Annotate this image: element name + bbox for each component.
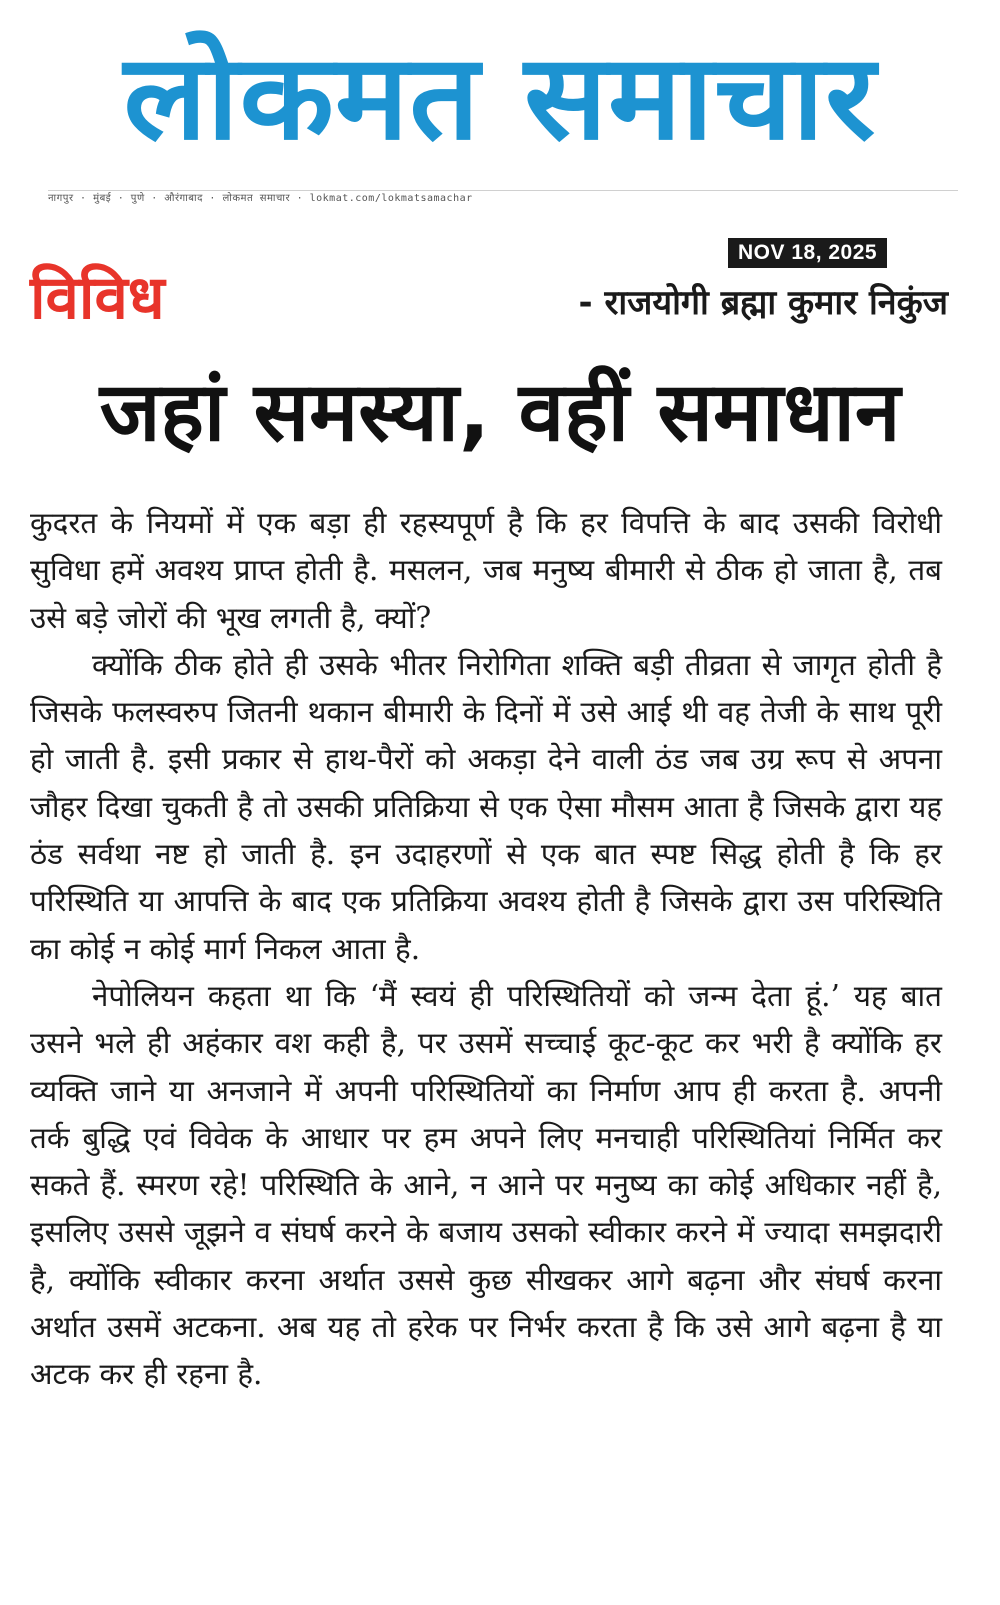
- masthead-info-strip: [48, 190, 958, 207]
- masthead: [0, 0, 1000, 185]
- article-headline: जहां समस्या, वहीं समाधान: [99, 365, 901, 460]
- author-byline: - राजयोगी ब्रह्मा कुमार निकुंज: [578, 283, 948, 323]
- masthead-strip-text: नागपुर · मुंबई · पुणे · औरंगाबाद · लोकमत समाचार · lokmat.com/lokmatsamachar: [48, 193, 473, 204]
- article-body: [30, 500, 942, 1399]
- date-badge: NOV 18, 2025: [728, 238, 887, 268]
- section-label: विविध: [30, 263, 165, 333]
- article-paragraph-3: नेपोलियन कहता था कि ‘मैं स्वयं ही परिस्थितियों को जन्म देता हूं.’ यह बात उसने भले ही अहंकार वश कही है, पर उसमें सच्चाई कूट-कूट कर भरी है क्योंकि हर व्यक्ति जाने या अनजाने में अपनी परिस्थितियों का निर्माण आप ही करता है. अपनी तर्क बुद्धि एवं विवेक के आधार पर हम अपने लिए मनचाही परिस्थितियां निर्मित कर सकते हैं. स्मरण रहे! परिस्थिति के आने, न आने पर मनुष्य का कोई अधिकार नहीं है, इसलिए उससे जूझने व संघर्ष करने के बजाय उसको स्वीकार करने में ज्यादा समझदारी है, क्योंकि स्वीकार करना अर्थात उससे कुछ सीखकर आगे बढ़ना और संघर्ष करना अर्थात उसमें अटकना. अब यह तो हरेक पर निर्भर करता है कि उसे आगे बढ़ना है या अटक कर ही रहना है.: [30, 978, 942, 1392]
- newspaper-logo: लोकमत समाचार: [123, 28, 877, 166]
- article-paragraph-1: कुदरत के नियमों में एक बड़ा ही रहस्यपूर्ण है कि हर विपत्ति के बाद उसकी विरोधी सुविधा हमें अवश्य प्राप्त होती है. मसलन, जब मनुष्य बीमारी से ठीक हो जाता है, तब उसे बड़े जोरों की भूख लगती है, क्यों?: [30, 506, 942, 635]
- article-paragraph-2: क्योंकि ठीक होते ही उसके भीतर निरोगिता शक्ति बड़ी तीव्रता से जागृत होती है जिसके फलस्वरुप जितनी थकान बीमारी के दिनों में उसे आई थी वह तेजी के साथ पूरी हो जाती है. इसी प्रकार से हाथ-पैरों को अकड़ा देने वाली ठंड जब उग्र रूप से अपना जौहर दिखा चुकती है तो उसकी प्रतिक्रिया से एक ऐसा मौसम आता है जिसके द्वारा यह ठंड सर्वथा नष्ट हो जाती है. इन उदाहरणों से एक बात स्पष्ट सिद्ध होती है कि हर परिस्थिति या आपत्ति के बाद एक प्रतिक्रिया अवश्य होती है जिसके द्वारा उस परिस्थिति का कोई न कोई मार्ग निकल आता है.: [30, 647, 942, 966]
